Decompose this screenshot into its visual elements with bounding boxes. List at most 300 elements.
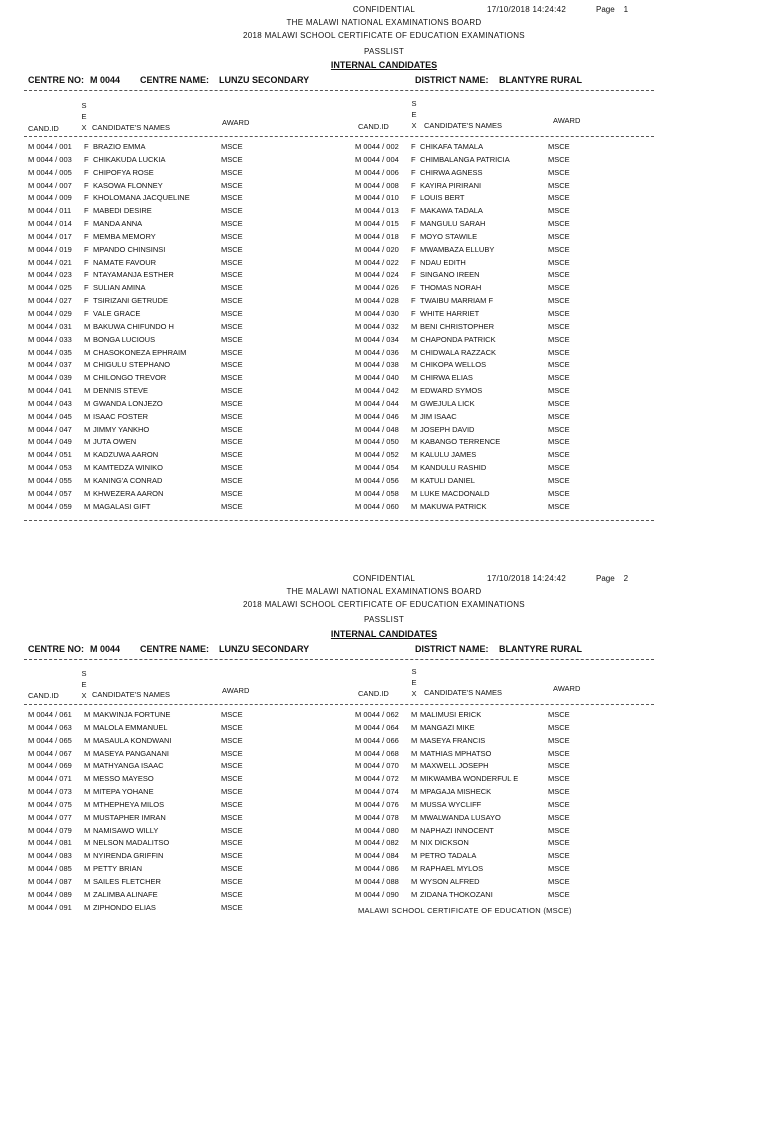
candidate-id: M 0044 / 030 (355, 308, 399, 318)
candidate-award: MSCE (548, 373, 570, 383)
candidate-name: KATULI DANIEL (420, 475, 475, 485)
candidate-name: JOSEPH DAVID (420, 424, 475, 434)
candidate-sex: F (411, 142, 416, 151)
candidate-name: GWANDA LONJEZO (93, 398, 163, 408)
candidate-award: MSCE (548, 283, 570, 293)
candidate-name: NYIRENDA GRIFFIN (93, 851, 164, 861)
candidate-row (0, 244, 768, 257)
candidate-id: M 0044 / 007 (28, 180, 72, 190)
candidate-id: M 0044 / 052 (355, 450, 399, 460)
district-label: DISTRICT NAME: (415, 644, 489, 654)
candidate-row (0, 760, 768, 773)
candidate-award: MSCE (548, 206, 570, 216)
candidate-name: BONGA LUCIOUS (93, 334, 156, 344)
candidate-id: M 0044 / 057 (28, 488, 72, 498)
exam-name: 2018 MALAWI SCHOOL CERTIFICATE OF EDUCATION EXAMINATIONS (243, 31, 525, 40)
award-header: AWARD (222, 686, 250, 695)
district-name: BLANTYRE RURAL (499, 644, 582, 654)
candidate-sex: M (411, 774, 418, 784)
candidate-row (0, 347, 768, 360)
names-header: CANDIDATE'S NAMES (424, 688, 502, 697)
candidate-sex: M (84, 748, 91, 758)
candidate-row (0, 385, 768, 398)
candidate-name: KANING'A CONRAD (93, 475, 163, 485)
candidate-award: MSCE (221, 424, 243, 434)
candidate-award: MSCE (548, 838, 570, 848)
candidate-row (0, 436, 768, 449)
candidate-name: EDWARD SYMOS (420, 386, 483, 396)
right-column-rows (0, 709, 768, 902)
candidate-name: MAKUWA PATRICK (420, 501, 487, 511)
candidate-row (0, 205, 768, 218)
candidate-name: BENI CHRISTOPHER (420, 321, 495, 331)
candidate-sex: F (84, 257, 89, 267)
candidate-row (0, 735, 768, 748)
candidate-sex: F (84, 308, 89, 318)
candidate-row (0, 889, 768, 902)
candidate-name: NAMATE FAVOUR (93, 257, 157, 267)
candidate-award: MSCE (548, 193, 570, 203)
candidate-id: M 0044 / 075 (28, 799, 72, 809)
candidate-id: M 0044 / 082 (355, 838, 399, 848)
candidate-award: MSCE (221, 296, 243, 306)
candidate-sex: F (411, 193, 416, 203)
candidate-id: M 0044 / 072 (355, 774, 399, 784)
candidate-award: MSCE (221, 475, 243, 485)
candidate-sex: M (84, 761, 91, 771)
candidate-id: M 0044 / 028 (355, 296, 399, 306)
candidate-name: MUSSA WYCLIFF (420, 799, 482, 809)
centre-name: LUNZU SECONDARY (219, 644, 310, 654)
candidate-sex: F (411, 219, 416, 229)
cand-id-header: CAND.ID (28, 691, 59, 700)
candidate-award: MSCE (548, 231, 570, 241)
candidate-row (0, 876, 768, 889)
list-type: PASSLIST (363, 47, 405, 56)
candidate-name: ZIPHONDO ELIAS (93, 902, 156, 912)
candidate-name: JIM ISAAC (420, 411, 457, 421)
candidate-sex: F (411, 231, 416, 241)
candidate-sex: F (84, 231, 89, 241)
candidate-award: MSCE (221, 398, 243, 408)
candidate-name: KABANGO TERRENCE (420, 437, 501, 447)
candidate-award: MSCE (548, 722, 570, 732)
candidate-sex: F (84, 180, 89, 190)
candidate-id: M 0044 / 040 (355, 373, 399, 383)
candidate-name: MANDA ANNA (93, 219, 143, 229)
candidate-id: M 0044 / 027 (28, 296, 72, 306)
candidate-name: CHIMBALANGA PATRICIA (420, 154, 510, 164)
candidate-sex: M (411, 735, 418, 745)
divider (24, 136, 654, 137)
candidate-sex: M (84, 475, 91, 485)
candidate-id: M 0044 / 062 (355, 710, 399, 719)
divider (24, 704, 654, 705)
candidate-sex: M (84, 902, 91, 912)
candidate-id: M 0044 / 049 (28, 437, 72, 447)
candidate-name: CHIGULU STEPHANO (93, 360, 171, 370)
candidate-id: M 0044 / 064 (355, 722, 399, 732)
candidate-award: MSCE (221, 244, 243, 254)
candidate-sex: F (84, 206, 89, 216)
candidate-award: MSCE (221, 257, 243, 267)
candidate-id: M 0044 / 039 (28, 373, 72, 383)
candidate-name: CHASOKONEZA EPHRAIM (93, 347, 187, 357)
candidate-name: LUKE MACDONALD (420, 488, 490, 498)
exam-name: 2018 MALAWI SCHOOL CERTIFICATE OF EDUCATION EXAMINATIONS (243, 600, 525, 609)
candidate-row (0, 825, 768, 838)
candidate-name: VALE GRACE (93, 308, 141, 318)
candidate-award: MSCE (221, 799, 243, 809)
candidate-name: MALOLA EMMANUEL (93, 722, 168, 732)
candidate-sex: M (84, 851, 91, 861)
candidate-sex: M (411, 488, 418, 498)
candidate-id: M 0044 / 048 (355, 424, 399, 434)
candidate-id: M 0044 / 091 (28, 902, 72, 912)
candidate-award: MSCE (221, 411, 243, 421)
candidate-award: MSCE (221, 876, 243, 886)
candidate-id: M 0044 / 046 (355, 411, 399, 421)
candidate-sex: M (84, 437, 91, 447)
candidate-id: M 0044 / 073 (28, 787, 72, 797)
candidate-row (0, 295, 768, 308)
section-title: INTERNAL CANDIDATES (330, 60, 438, 70)
timestamp: 17/10/2018 14:24:42 (487, 574, 567, 583)
candidate-sex: M (411, 386, 418, 396)
candidate-award: MSCE (221, 373, 243, 383)
candidate-sex: M (84, 838, 91, 848)
centre-no-label: CENTRE NO: (28, 644, 84, 654)
candidate-name: CHILONGO TREVOR (93, 373, 167, 383)
candidate-award: MSCE (548, 257, 570, 267)
candidate-id: M 0044 / 081 (28, 838, 72, 848)
candidate-sex: M (411, 787, 418, 797)
candidate-id: M 0044 / 076 (355, 799, 399, 809)
candidate-award: MSCE (221, 463, 243, 473)
candidate-id: M 0044 / 067 (28, 748, 72, 758)
candidate-sex: F (84, 283, 89, 293)
district-name: BLANTYRE RURAL (499, 75, 582, 85)
candidate-sex: F (411, 180, 416, 190)
candidate-name: NAMISAWO WILLY (93, 825, 159, 835)
candidate-row (0, 231, 768, 244)
candidate-sex: M (84, 334, 91, 344)
centre-name: LUNZU SECONDARY (219, 75, 310, 85)
candidate-sex: M (411, 347, 418, 357)
candidate-award: MSCE (548, 501, 570, 511)
candidate-sex: M (84, 347, 91, 357)
candidate-row (0, 398, 768, 411)
candidate-sex: F (84, 244, 89, 254)
sex-column-header: S E X (81, 669, 87, 700)
candidate-award: MSCE (221, 283, 243, 293)
passlist-page-2 (0, 568, 768, 1136)
candidate-award: MSCE (548, 735, 570, 745)
centre-no-label: CENTRE NO: (28, 75, 84, 85)
candidate-award: MSCE (548, 876, 570, 886)
right-column-rows (0, 141, 768, 513)
candidate-name: KASOWA FLONNEY (93, 180, 163, 190)
candidate-id: M 0044 / 069 (28, 761, 72, 771)
candidate-id: M 0044 / 038 (355, 360, 399, 370)
candidate-row (0, 863, 768, 876)
candidate-id: M 0044 / 001 (28, 142, 72, 151)
centre-no: M 0044 (90, 75, 121, 85)
candidate-sex: M (84, 386, 91, 396)
candidate-row (0, 411, 768, 424)
candidate-sex: M (84, 889, 91, 899)
candidate-id: M 0044 / 024 (355, 270, 399, 280)
candidate-id: M 0044 / 042 (355, 386, 399, 396)
candidate-sex: F (84, 142, 89, 151)
candidate-row (0, 180, 768, 193)
candidate-sex: F (84, 167, 89, 177)
candidate-row (0, 812, 768, 825)
candidate-award: MSCE (221, 501, 243, 511)
candidate-name: PETTY BRIAN (93, 864, 143, 874)
candidate-name: MEMBA MEMORY (93, 231, 156, 241)
candidate-sex: M (411, 450, 418, 460)
candidate-name: CHIPOFYA ROSE (93, 167, 154, 177)
candidate-award: MSCE (221, 386, 243, 396)
candidate-award: MSCE (221, 270, 243, 280)
candidate-id: M 0044 / 031 (28, 321, 72, 331)
candidate-award: MSCE (548, 321, 570, 331)
candidate-sex: F (411, 296, 416, 306)
candidate-row (0, 786, 768, 799)
candidate-name: MPAGAJA MISHECK (420, 787, 492, 797)
candidate-id: M 0044 / 058 (355, 488, 399, 498)
candidate-award: MSCE (548, 244, 570, 254)
award-header: AWARD (553, 684, 581, 693)
candidate-name: MAKAWA TADALA (420, 206, 483, 216)
candidate-id: M 0044 / 018 (355, 231, 399, 241)
candidate-name: CHIKAKUDA LUCKIA (93, 154, 166, 164)
candidate-id: M 0044 / 034 (355, 334, 399, 344)
candidate-id: M 0044 / 020 (355, 244, 399, 254)
candidate-sex: F (84, 154, 89, 164)
candidate-row (0, 850, 768, 863)
candidate-name: SULIAN AMINA (93, 283, 146, 293)
candidate-sex: M (411, 710, 418, 719)
candidate-id: M 0044 / 059 (28, 501, 72, 511)
candidate-row (0, 799, 768, 812)
candidate-name: KHWEZERA AARON (93, 488, 164, 498)
candidate-name: KADZUWA AARON (93, 450, 159, 460)
candidate-sex: M (411, 321, 418, 331)
cand-id-header: CAND.ID (358, 689, 389, 698)
candidate-id: M 0044 / 056 (355, 475, 399, 485)
candidate-sex: M (411, 838, 418, 848)
candidate-id: M 0044 / 090 (355, 889, 399, 899)
candidate-id: M 0044 / 050 (355, 437, 399, 447)
candidate-name: MESSO MAYESO (93, 774, 154, 784)
candidate-award: MSCE (548, 308, 570, 318)
candidate-name: MABEDI DESIRE (93, 206, 152, 216)
candidate-award: MSCE (548, 812, 570, 822)
candidate-name: CHAPONDA PATRICK (420, 334, 496, 344)
candidate-id: M 0044 / 051 (28, 450, 72, 460)
candidate-sex: M (411, 876, 418, 886)
centre-info-row (28, 643, 668, 655)
candidate-name: MATHIAS MPHATSO (420, 748, 492, 758)
candidate-award: MSCE (221, 206, 243, 216)
candidate-id: M 0044 / 066 (355, 735, 399, 745)
candidate-award: MSCE (221, 838, 243, 848)
candidate-id: M 0044 / 053 (28, 463, 72, 473)
candidate-sex: F (411, 167, 416, 177)
candidate-award: MSCE (548, 219, 570, 229)
candidate-sex: M (84, 722, 91, 732)
candidate-row (0, 154, 768, 167)
candidate-sex: M (411, 889, 418, 899)
centre-info-row (28, 74, 668, 86)
candidate-name: JIMMY YANKHO (93, 424, 150, 434)
candidate-sex: M (84, 424, 91, 434)
candidate-award: MSCE (548, 360, 570, 370)
candidate-id: M 0044 / 068 (355, 748, 399, 758)
candidate-id: M 0044 / 004 (355, 154, 399, 164)
candidate-name: TWAIBU MARRIAM F (420, 296, 494, 306)
candidate-row (0, 488, 768, 501)
candidate-award: MSCE (221, 347, 243, 357)
candidate-row (0, 837, 768, 850)
candidate-name: CHIKOPA WELLOS (420, 360, 487, 370)
candidate-id: M 0044 / 083 (28, 851, 72, 861)
candidate-row (0, 773, 768, 786)
candidate-name: MWAMBAZA ELLUBY (420, 244, 495, 254)
candidate-award: MSCE (221, 787, 243, 797)
candidate-name: SAILES FLETCHER (93, 876, 161, 886)
candidate-sex: M (84, 825, 91, 835)
candidate-id: M 0044 / 074 (355, 787, 399, 797)
candidate-award: MSCE (221, 761, 243, 771)
candidate-id: M 0044 / 079 (28, 825, 72, 835)
timestamp: 17/10/2018 14:24:42 (487, 5, 567, 14)
candidate-sex: F (411, 244, 416, 254)
candidate-id: M 0044 / 029 (28, 308, 72, 318)
candidate-sex: F (84, 296, 89, 306)
candidate-row (0, 334, 768, 347)
candidate-award: MSCE (221, 321, 243, 331)
candidate-sex: M (84, 411, 91, 421)
candidate-award: MSCE (221, 488, 243, 498)
candidate-award: MSCE (548, 296, 570, 306)
candidate-sex: F (411, 257, 416, 267)
candidate-name: ZALIMBA ALINAFE (93, 889, 158, 899)
candidate-id: M 0044 / 019 (28, 244, 72, 254)
candidate-sex: M (84, 876, 91, 886)
candidate-award: MSCE (221, 180, 243, 190)
candidate-award: MSCE (548, 864, 570, 874)
centre-name-label: CENTRE NAME: (140, 75, 209, 85)
candidate-name: BRAZIO EMMA (93, 142, 146, 151)
candidate-row (0, 269, 768, 282)
candidate-name: MAGALASI GIFT (93, 501, 151, 511)
candidate-row (0, 321, 768, 334)
candidate-id: M 0044 / 077 (28, 812, 72, 822)
candidate-award: MSCE (548, 799, 570, 809)
candidate-name: MAKWINJA FORTUNE (93, 710, 171, 719)
candidate-sex: F (411, 308, 416, 318)
candidate-award: MSCE (221, 774, 243, 784)
candidate-name: MASEYA PANGANANI (93, 748, 169, 758)
candidate-award: MSCE (548, 386, 570, 396)
district-label: DISTRICT NAME: (415, 75, 489, 85)
candidate-id: M 0044 / 026 (355, 283, 399, 293)
candidate-award: MSCE (548, 142, 570, 151)
candidate-sex: M (411, 334, 418, 344)
candidate-row (0, 424, 768, 437)
candidate-id: M 0044 / 036 (355, 347, 399, 357)
candidate-name: NTAYAMANJA ESTHER (93, 270, 174, 280)
candidate-name: SINGANO IREEN (420, 270, 480, 280)
candidate-name: CHIRWA ELIAS (420, 373, 473, 383)
divider (24, 90, 654, 91)
candidate-award: MSCE (548, 488, 570, 498)
candidate-name: MUSTAPHER IMRAN (93, 812, 166, 822)
candidate-row (0, 282, 768, 295)
candidate-award: MSCE (221, 219, 243, 229)
candidate-sex: F (411, 283, 416, 293)
candidate-id: M 0044 / 084 (355, 851, 399, 861)
candidate-id: M 0044 / 055 (28, 475, 72, 485)
candidate-sex: M (411, 501, 418, 511)
cand-id-header: CAND.ID (358, 122, 389, 131)
candidate-award: MSCE (548, 424, 570, 434)
candidate-id: M 0044 / 015 (355, 219, 399, 229)
candidate-id: M 0044 / 054 (355, 463, 399, 473)
candidate-name: JUTA OWEN (93, 437, 137, 447)
candidate-award: MSCE (221, 825, 243, 835)
candidate-sex: M (84, 321, 91, 331)
candidate-sex: M (411, 864, 418, 874)
candidate-sex: M (84, 710, 91, 719)
candidate-name: KHOLOMANA JACQUELINE (93, 193, 190, 203)
candidate-sex: M (84, 735, 91, 745)
candidate-sex: M (84, 360, 91, 370)
candidate-row (0, 449, 768, 462)
candidate-name: GWEJULA LICK (420, 398, 475, 408)
candidate-award: MSCE (548, 761, 570, 771)
candidate-id: M 0044 / 044 (355, 398, 399, 408)
candidate-id: M 0044 / 002 (355, 142, 399, 151)
candidate-id: M 0044 / 065 (28, 735, 72, 745)
candidate-name: NDAU EDITH (420, 257, 466, 267)
candidate-sex: M (411, 799, 418, 809)
sex-column-header: S E X (411, 99, 417, 130)
candidate-id: M 0044 / 013 (355, 206, 399, 216)
candidate-name: CHIKAFA TAMALA (420, 142, 484, 151)
candidate-id: M 0044 / 033 (28, 334, 72, 344)
candidate-name: MASEYA FRANCIS (420, 735, 486, 745)
candidate-name: MATHYANGA ISAAC (93, 761, 164, 771)
candidate-sex: F (84, 219, 89, 229)
candidate-id: M 0044 / 080 (355, 825, 399, 835)
candidate-name: MTHEPHEYA MILOS (93, 799, 165, 809)
candidate-id: M 0044 / 043 (28, 398, 72, 408)
candidate-name: MANGULU SARAH (420, 219, 486, 229)
candidate-award: MSCE (221, 450, 243, 460)
candidate-sex: M (411, 373, 418, 383)
candidate-sex: M (411, 411, 418, 421)
board-name: THE MALAWI NATIONAL EXAMINATIONS BOARD (286, 587, 482, 596)
candidate-award: MSCE (548, 167, 570, 177)
divider (24, 520, 654, 521)
candidate-id: M 0044 / 071 (28, 774, 72, 784)
candidate-id: M 0044 / 005 (28, 167, 72, 177)
candidate-row (0, 372, 768, 385)
